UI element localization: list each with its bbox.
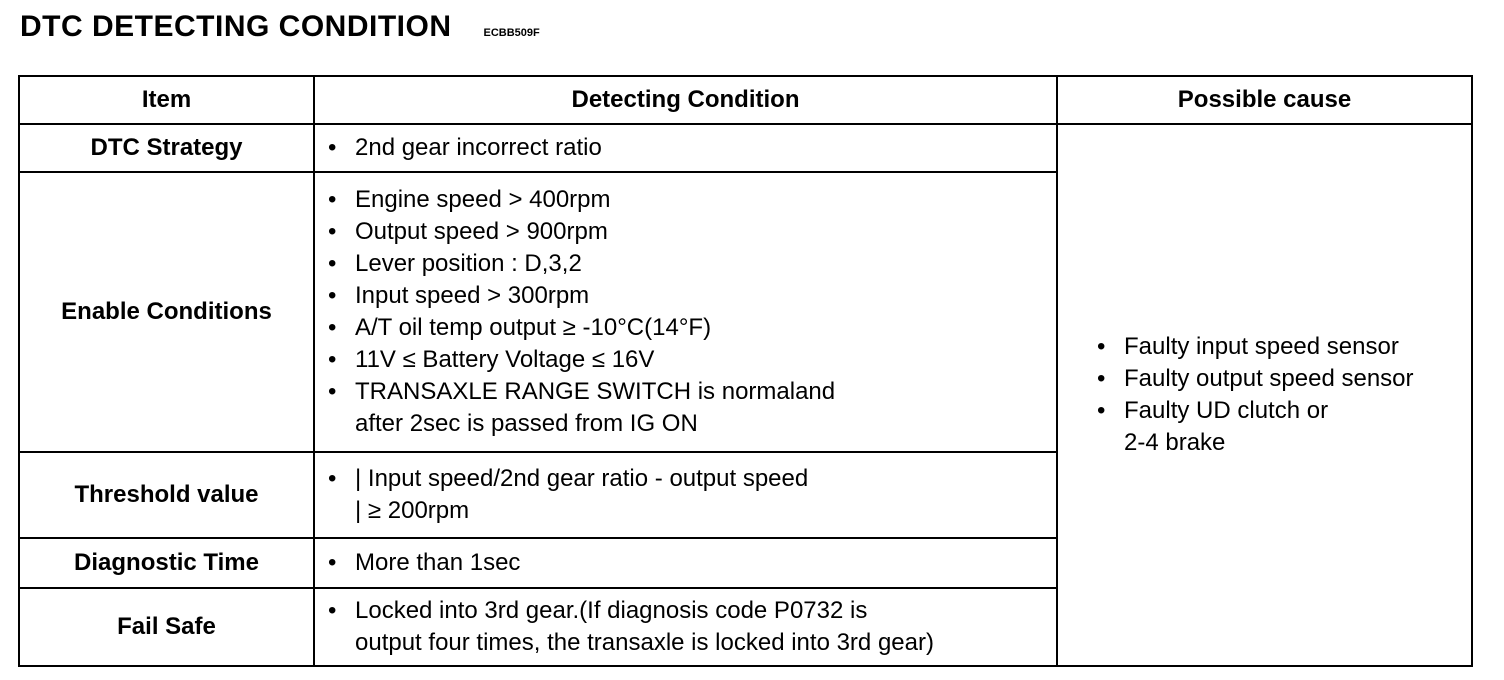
item-diagnostic-time: Diagnostic Time [19,538,314,588]
condition-bullet [355,547,1042,579]
condition-bullet [355,595,1042,659]
cause-text: • Faulty input speed sensor [1124,333,1399,360]
condition-text: • Lever position : D,3,2 [355,250,582,277]
condition-bullet [355,463,1042,527]
condition-text: • 2nd gear incorrect ratio [355,134,602,161]
condition-text: • Input speed > 300rpm [355,282,590,309]
cause-text: • Faulty UD clutch or [1124,397,1329,424]
page-title: DTC DETECTING CONDITION [20,10,452,43]
condition-text-continued: after 2sec is passed from IG ON [355,410,698,437]
condition-text: • Locked into 3rd gear.(If diagnosis code P0732 is [355,597,868,624]
condition-cell [314,538,1057,588]
condition-text: • A/T oil temp output ≥ -10°C(14°F) [355,314,712,341]
column-header-item: Item [19,76,314,124]
table-header-row [19,76,1472,124]
condition-bullet [355,132,1042,164]
condition-bullet [355,344,1042,376]
item-fail-safe: Fail Safe [19,588,314,666]
page-header [20,10,540,56]
condition-text: • Engine speed > 400rpm [355,186,611,213]
column-header-detecting-condition: Detecting Condition [314,76,1057,124]
condition-bullet [355,280,1042,312]
cause-text-continued: 2-4 brake [1124,429,1226,456]
cause-bullet [1124,395,1457,459]
condition-text: • 11V ≤ Battery Voltage ≤ 16V [355,346,655,373]
cause-bullet [1124,363,1457,395]
condition-bullet [355,216,1042,248]
condition-bullet [355,312,1042,344]
condition-cell [314,588,1057,666]
condition-bullet [355,248,1042,280]
dtc-condition-table [18,75,1473,667]
condition-text: • | Input speed/2nd gear ratio - output speed [355,465,809,492]
condition-text-continued: | ≥ 200rpm [355,497,470,524]
item-enable-conditions: Enable Conditions [19,172,314,452]
condition-text: • TRANSAXLE RANGE SWITCH is normaland [355,378,836,405]
item-threshold-value: Threshold value [19,452,314,538]
condition-cell [314,172,1057,452]
column-header-possible-cause: Possible cause [1057,76,1472,124]
item-dtc-strategy: DTC Strategy [19,124,314,172]
condition-text-continued: output four times, the transaxle is locked into 3rd gear) [355,629,934,656]
possible-cause-cell [1057,124,1472,666]
condition-text: • Output speed > 900rpm [355,218,608,245]
cause-bullet [1124,331,1457,363]
condition-text: • More than 1sec [355,549,521,576]
document-code: ECBB509F [483,27,540,39]
cause-text: • Faulty output speed sensor [1124,365,1414,392]
condition-cell [314,124,1057,172]
condition-cell [314,452,1057,538]
condition-bullet [355,184,1042,216]
condition-bullet [355,376,1042,440]
table-row [19,124,1472,172]
